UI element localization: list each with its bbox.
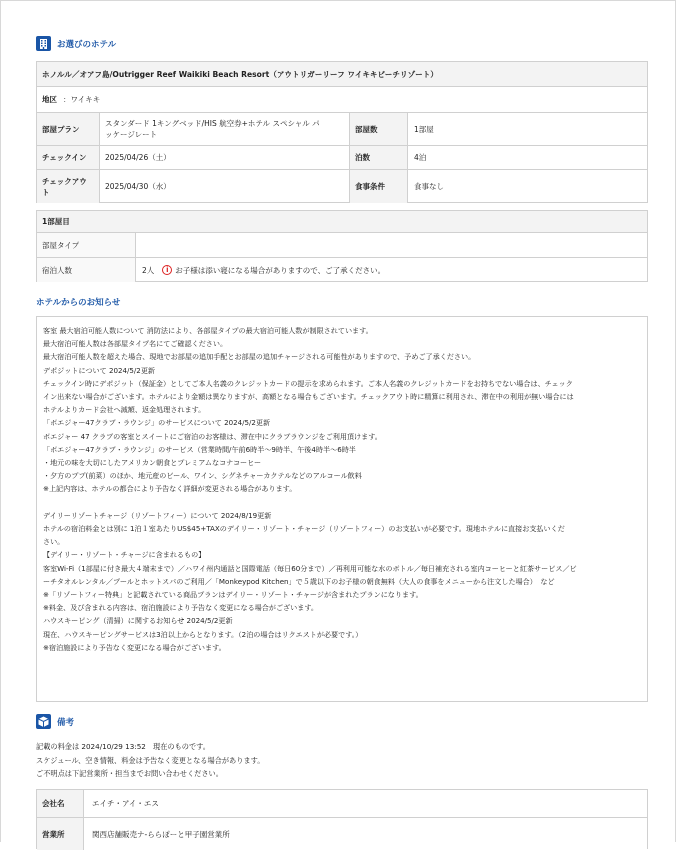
notice-line: ・地元の味を大切にしたアメリカン朝食とプレミアムなコナコーヒー xyxy=(43,458,262,468)
checkin-label: チェックイン xyxy=(37,146,99,169)
room-table xyxy=(36,210,648,282)
guests-label: 宿泊人数 xyxy=(37,258,135,282)
guests-row xyxy=(37,258,647,282)
meal-value: 食事なし xyxy=(407,170,647,203)
office-row xyxy=(37,818,647,850)
notice-line: ホテルの宿泊料金とは別に 1泊１室あたりUS$45+TAXのデイリー・リゾート・チャージ（リゾートフィー）のお支払いが必要です。現地ホテルに直接お支払いくだ xyxy=(43,524,565,534)
room-header-row xyxy=(37,211,647,233)
remarks-section-title xyxy=(36,714,74,729)
guests-value: 2人 xyxy=(142,265,155,275)
info-icon: i xyxy=(162,265,172,275)
notice-line: 「ボエジャー47クラブ・ラウンジ」のサービスについて 2024/5/2更新 xyxy=(43,418,271,428)
room-type-label: 部屋タイプ xyxy=(37,233,135,257)
box-icon xyxy=(36,714,51,729)
hotel-section-title xyxy=(36,36,116,51)
hotel-name-row xyxy=(37,62,647,87)
checkout-label-line1: チェックアウ xyxy=(42,176,87,186)
plan-value-line1: スタンダード 1キングベッド/HIS 航空券+ホテル スペシャル パ xyxy=(105,119,320,128)
notice-line: 最大宿泊可能人数は各部屋タイプ名にてご確認ください。 xyxy=(43,339,228,349)
area-row xyxy=(37,87,647,113)
notice-line: ・夕方のププ(前菜）のほか、地元産のビール、ワイン、シグネチャーカクテルなどのアルコール飲料 xyxy=(43,471,362,481)
notice-line: さい。 xyxy=(43,537,65,547)
nights-label: 泊数 xyxy=(349,146,407,169)
area-label: 地区 xyxy=(42,95,57,104)
hotel-name: ホノルル／オアフ島/Outrigger Reef Waikiki Beach Resort（アウトリガーリーフ ワイキキビーチリゾート） xyxy=(37,62,647,86)
remark-line: スケジュール、空き情報、料金は予告なく変更となる場合があります。 xyxy=(36,755,265,765)
meal-label: 食事条件 xyxy=(349,170,407,203)
checkout-label-line2: ト xyxy=(42,187,50,197)
guests-value-cell xyxy=(135,258,647,282)
notice-section-title: ホテルからのお知らせ xyxy=(36,298,121,308)
guests-note: お子様は添い寝になる場合がありますので、ご了承ください。 xyxy=(175,265,386,275)
plan-row xyxy=(37,113,647,146)
notice-line: ボエジャー 47 クラブの客室とスイートにご宿泊のお客様は、滞在中にクラブラウンジをご利用頂けます。 xyxy=(43,431,382,441)
room-type-value xyxy=(135,233,647,257)
company-label: 会社名 xyxy=(37,790,83,817)
notice-line: 「ボエジャー47クラブ・ラウンジ」のサービス（営業時間/午前6時半～9時半、午後4時半～6時半 xyxy=(43,444,356,454)
notice-line xyxy=(43,496,641,509)
remarks-section-title-text: 備考 xyxy=(57,717,75,728)
notice-line: 客室Wi-Fi（1部屋に付き最大４端末まで）／ハワイ州内通話と国際電話（毎日60分まで）／再利用可能な水のボトル／毎日補充される室内コーヒーと紅茶サービス／ビ xyxy=(43,563,577,573)
hotel-info-table xyxy=(36,61,648,203)
company-row xyxy=(37,790,647,818)
checkout-label xyxy=(37,170,99,203)
remark-line: 記載の料金は 2024/10/29 13:52 現在のものです。 xyxy=(36,742,210,751)
rooms-label: 部屋数 xyxy=(349,113,407,145)
area-value: ：ワイキキ xyxy=(63,95,101,104)
checkin-row xyxy=(37,146,647,170)
notice-line: イン出来ない場合がございます。ホテルにより金額は異なりますが、高額となる場合もございます。チェックアウト時に精算に利用され、滞在中の利用が無い場合には xyxy=(43,392,574,402)
checkout-row xyxy=(37,170,647,203)
checkin-value: 2025/04/26（土） xyxy=(99,146,349,169)
notice-line: ーチタオルレンタル／プールとホットスパのご利用／「Monkeypod Kitchen」で５歳以下のお子様の朝食無料（大人の食事をメニューから注文した場合） など xyxy=(43,576,555,586)
hotel-section-title-text: お選びのホテル xyxy=(57,39,117,50)
remark-line: ご不明点は下記営業所・担当までお問い合わせください。 xyxy=(36,769,223,778)
notice-line: 最大宿泊可能人数を超えた場合、現地でお部屋の追加手配とお部屋の追加チャージされる可能性がありますので、予めご了承ください。 xyxy=(43,352,476,362)
company-table xyxy=(36,789,648,849)
notice-line: 客室 最大宿泊可能人数について 消防法により、各部屋タイプの最大宿泊可能人数が制限されています。 xyxy=(43,326,373,335)
remarks-text xyxy=(36,740,264,781)
room-header: 1部屋目 xyxy=(37,211,647,232)
notice-line: デイリーリゾートチャージ（リゾートフィー）について 2024/8/19更新 xyxy=(43,510,272,520)
plan-value xyxy=(99,113,349,145)
checkout-value: 2025/04/30（水） xyxy=(99,170,349,203)
notice-line: ホテルよりカード会社へ減額、返金処理されます。 xyxy=(43,405,206,415)
notice-line: 現在、ハウスキーピングサービスは3泊以上からとなります。（2泊の場合はリクエストが必要です。） xyxy=(43,629,363,639)
notice-line: 【デイリー・リゾート・チャージに含まれるもの】 xyxy=(43,550,206,560)
notice-line: ※宿泊施設により予告なく変更になる場合がございます。 xyxy=(43,642,226,652)
notice-line: ※料金、及び含まれる内容は、宿泊施設により予告なく変更になる場合がございます。 xyxy=(43,603,318,613)
office-label: 営業所 xyxy=(37,818,83,850)
building-icon xyxy=(36,36,51,51)
notice-line: デポジットについて 2024/5/2更新 xyxy=(43,365,156,375)
rooms-value: 1部屋 xyxy=(407,113,647,145)
notice-line: ハウスキーピング（清掃）に関するお知らせ 2024/5/2更新 xyxy=(43,616,233,626)
plan-label: 部屋プラン xyxy=(37,113,99,145)
office-value: 関西店舗販売ナ-ららぽーと甲子園営業所 xyxy=(83,818,647,850)
company-value: エイチ・アイ・エス xyxy=(83,790,647,817)
notice-line: ※上記内容は、ホテルの都合により予告なく詳細が変更される場合があります。 xyxy=(43,484,297,494)
nights-value: 4泊 xyxy=(407,146,647,169)
plan-value-line2: ッケージレート xyxy=(105,130,158,139)
room-type-row xyxy=(37,233,647,258)
notice-line: ※「リゾートフィー特典」と記載されている商品プランはデイリー・リゾート・チャージが含まれたプランになります。 xyxy=(43,590,423,600)
notice-line: チェックイン時にデポジット（保証金）としてご本人名義のクレジットカードの提示を求められます。ご本人名義のクレジットカードをお持ちでない場合は、チェック xyxy=(43,378,573,388)
notice-box xyxy=(36,316,648,702)
